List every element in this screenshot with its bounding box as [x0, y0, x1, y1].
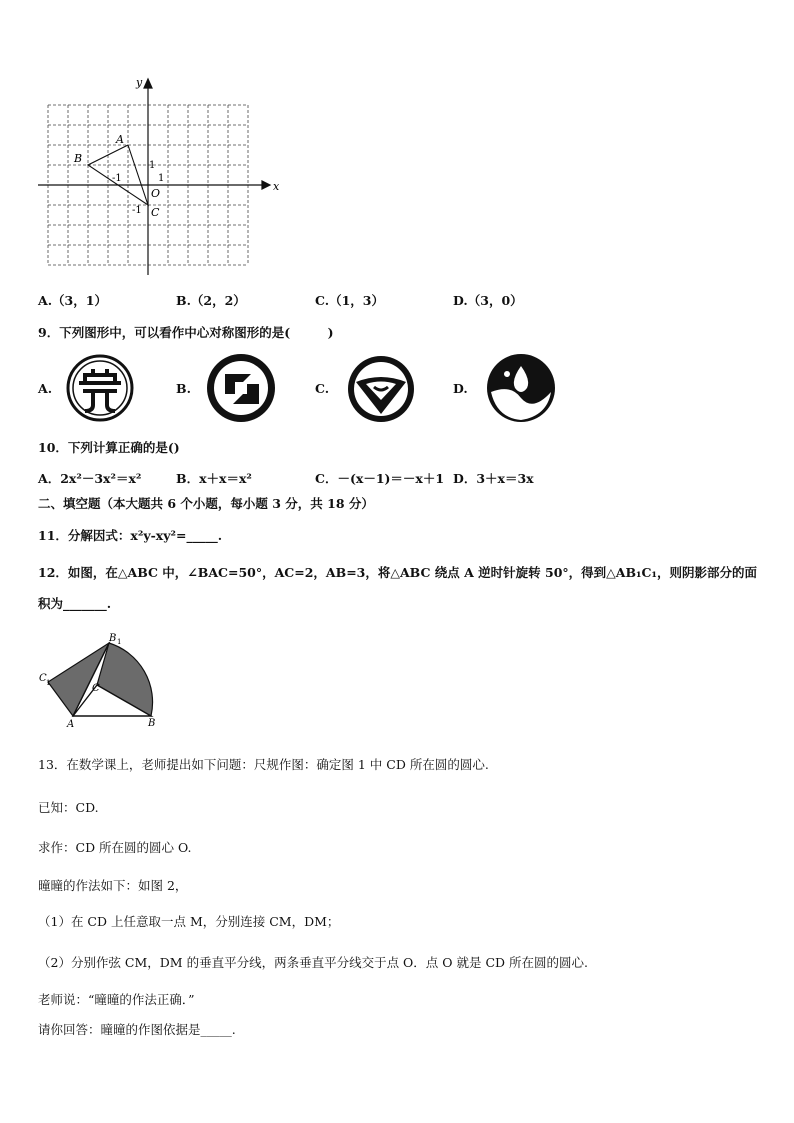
q13-step1: （1）在 CD 上任意取一点 M，分别连接 CM，DM； — [38, 914, 340, 929]
logo-d-icon — [485, 352, 557, 424]
svg-text:B: B — [148, 718, 156, 729]
q10-option-d: D．3＋x＝3x — [453, 471, 534, 486]
svg-text:C: C — [151, 206, 160, 219]
logo-c-icon — [346, 354, 416, 424]
q13-method: 曈曈的作法如下：如图 2， — [38, 878, 188, 893]
q10-option-c: C．－(x－1)＝－x＋1 — [315, 471, 445, 486]
logo-a-icon — [65, 353, 135, 423]
svg-text:B: B — [109, 633, 117, 644]
svg-text:C: C — [39, 673, 47, 684]
section-2-heading: 二、填空题（本大题共 6 个小题，每小题 3 分，共 18 分） — [38, 496, 374, 511]
q9-option-c: C. — [315, 381, 330, 396]
q13-stem: 13．在数学课上，老师提出如下问题：尺规作图：确定图 1 中 CD 所在圆的圆心. — [38, 757, 489, 772]
svg-text:A: A — [67, 719, 75, 730]
svg-text:1: 1 — [117, 638, 122, 646]
q8-option-a: A.（3，1） — [38, 293, 107, 308]
svg-text:C: C — [92, 683, 100, 694]
q13-ask: 请你回答：曈曈的作图依据是_____. — [38, 1022, 236, 1037]
svg-text:B: B — [74, 152, 83, 165]
svg-text:1: 1 — [46, 679, 51, 687]
q13-step2: （2）分别作弦 CM，DM 的垂直平分线，两条垂直平分线交于点 O．点 O 就是 CD 所在圆的圆心. — [38, 955, 589, 970]
q8-option-b: B.（2，2） — [176, 293, 246, 308]
svg-text:-1: -1 — [132, 205, 142, 216]
svg-text:1: 1 — [158, 173, 165, 184]
q13-find: 求作：CD 所在圆的圆心 O. — [38, 840, 192, 855]
svg-text:O: O — [151, 187, 161, 200]
q9-option-a: A. — [38, 381, 53, 396]
svg-text:x: x — [273, 180, 280, 193]
q12-line1: 12．如图，在△ABC 中，∠BAC=50°，AC=2，AB=3，将△ABC 绕点 A 逆时针旋转 50°，得到△AB₁C₁，则阴影部分的面 — [38, 565, 757, 580]
q9-option-d: D. — [453, 381, 468, 396]
svg-text:-1: -1 — [112, 173, 122, 184]
q11-text: 11．分解因式：x²y-xy²=_____. — [38, 528, 223, 543]
q10-option-b: B．x＋x＝x² — [176, 471, 252, 486]
q9-stem: 9．下列图形中，可以看作中心对称图形的是( ) — [38, 325, 334, 340]
q9-option-b: B. — [176, 381, 191, 396]
svg-text:A: A — [116, 133, 124, 146]
q12-line2: 积为_______. — [38, 596, 112, 611]
q10-stem: 10．下列计算正确的是() — [38, 440, 180, 455]
q8-option-d: D.（3，0） — [453, 293, 523, 308]
q8-option-c: C.（1，3） — [315, 293, 384, 308]
svg-text:1: 1 — [149, 160, 156, 171]
logo-b-icon — [205, 352, 277, 424]
coordinate-grid-figure — [30, 70, 290, 285]
svg-text:y: y — [136, 76, 143, 89]
q12-figure — [35, 628, 165, 733]
q10-option-a: A．2x²－3x²＝x² — [38, 471, 142, 486]
q13-teacher: 老师说：“曈曈的作法正确．” — [38, 992, 195, 1007]
q13-known: 已知：CD. — [38, 800, 99, 815]
